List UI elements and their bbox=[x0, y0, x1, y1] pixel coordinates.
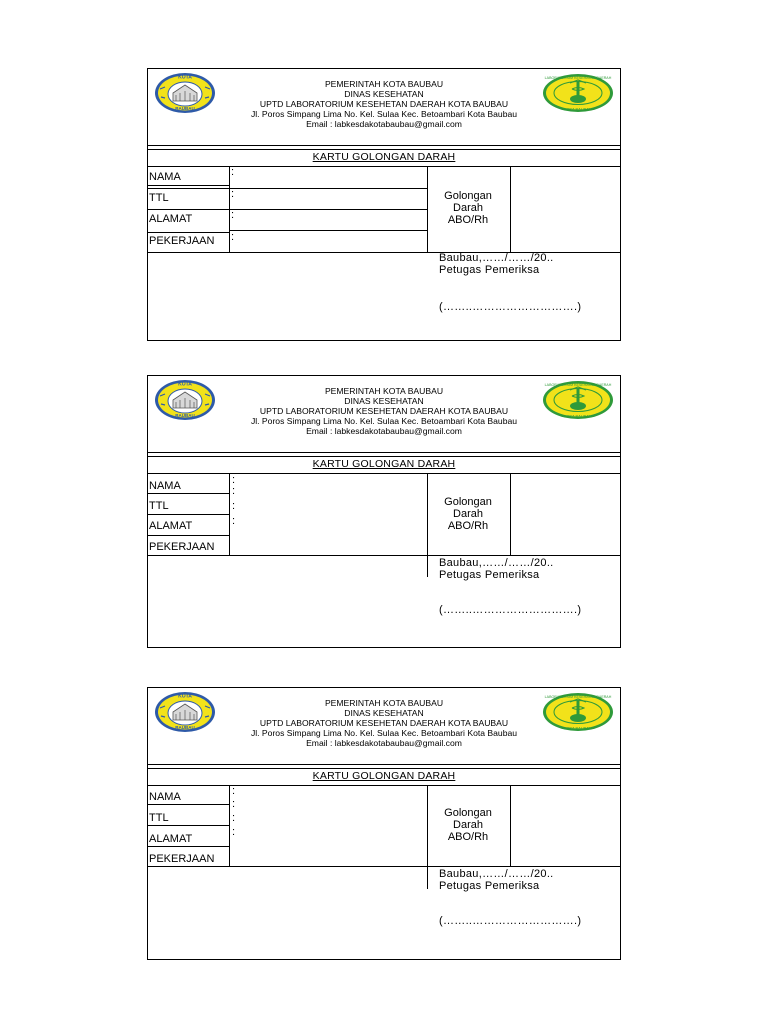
card-title: KARTU GOLONGAN DARAH bbox=[312, 458, 456, 470]
field-label-alamat: ALAMAT bbox=[149, 833, 193, 845]
header-line-3: UPTD LABORATORIUM KESEHETAN DAERAH KOTA BAUBAU bbox=[259, 718, 509, 728]
header-line-3: UPTD LABORATORIUM KESEHETAN DAERAH KOTA BAUBAU bbox=[259, 99, 509, 109]
signature-blank: (……..……………………….) bbox=[439, 915, 582, 927]
svg-text:BAUBAU: BAUBAU bbox=[175, 413, 195, 418]
header-text bbox=[218, 698, 550, 748]
city-logo-icon bbox=[153, 690, 217, 734]
divider bbox=[148, 846, 230, 847]
divider bbox=[148, 785, 620, 786]
svg-text:LABORATORIUM KESEHATAN DAERAH: LABORATORIUM KESEHATAN DAERAH bbox=[544, 695, 612, 699]
field-colon: : bbox=[231, 166, 235, 178]
field-colon: : bbox=[232, 812, 236, 824]
divider bbox=[148, 555, 620, 556]
svg-text:BAUBAU: BAUBAU bbox=[175, 106, 195, 111]
laboratory-logo-icon bbox=[542, 692, 614, 732]
blood-type-card-1 bbox=[147, 68, 621, 341]
svg-text:KOTA BAUBAU: KOTA BAUBAU bbox=[564, 413, 592, 419]
field-colon: : bbox=[232, 515, 236, 527]
field-colon: : bbox=[232, 798, 236, 810]
header-text bbox=[218, 79, 550, 129]
svg-text:KOTA BAUBAU: KOTA BAUBAU bbox=[564, 725, 592, 731]
header-line-1: PEMERINTAH KOTA BAUBAU bbox=[324, 386, 444, 396]
svg-text:KOTA: KOTA bbox=[178, 381, 192, 388]
divider bbox=[148, 166, 620, 167]
svg-text:LABORATORIUM KESEHATAN DAERAH: LABORATORIUM KESEHATAN DAERAH bbox=[544, 76, 612, 80]
field-label-alamat: ALAMAT bbox=[149, 520, 193, 532]
card-title: KARTU GOLONGAN DARAH bbox=[312, 151, 456, 163]
card-header bbox=[148, 69, 620, 145]
divider bbox=[510, 785, 511, 866]
divider bbox=[148, 232, 230, 233]
field-colon: : bbox=[232, 500, 236, 512]
field-label-pekerjaan: PEKERJAAN bbox=[149, 853, 215, 865]
header-line-3: UPTD LABORATORIUM KESEHETAN DAERAH KOTA BAUBAU bbox=[259, 406, 509, 416]
header-line-5: Email : labkesdakotabaubau@gmail.com bbox=[306, 119, 462, 129]
header-line-1: PEMERINTAH KOTA BAUBAU bbox=[324, 698, 444, 708]
blood-group-label: Golongan Darah ABO/Rh bbox=[444, 190, 492, 226]
blood-group-label: Golongan Darah ABO/Rh bbox=[444, 496, 492, 532]
signature-blank: (……..……………………….) bbox=[439, 301, 582, 313]
laboratory-logo-icon bbox=[542, 380, 614, 420]
signature-date: Baubau,……/……/20.. bbox=[439, 252, 554, 264]
header-line-2: DINAS KESEHATAN bbox=[344, 89, 424, 99]
field-label-nama: NAMA bbox=[149, 171, 181, 183]
svg-text:KOTA BAUBAU: KOTA BAUBAU bbox=[564, 106, 592, 112]
header-line-4: Jl. Poros Simpang Lima No. Kel. Sulaa Kec. Betoambari Kota Baubau bbox=[250, 728, 518, 738]
signature-date: Baubau,……/……/20.. bbox=[439, 557, 554, 569]
field-colon: : bbox=[231, 231, 235, 243]
field-label-ttl: TTL bbox=[149, 500, 169, 512]
blood-group-label: Golongan Darah ABO/Rh bbox=[444, 807, 492, 843]
header-line-2: DINAS KESEHATAN bbox=[344, 396, 424, 406]
divider bbox=[510, 473, 511, 555]
header-text bbox=[218, 386, 550, 436]
divider bbox=[148, 452, 620, 453]
card-header bbox=[148, 688, 620, 764]
header-line-4: Jl. Poros Simpang Lima No. Kel. Sulaa Kec. Betoambari Kota Baubau bbox=[250, 109, 518, 119]
card-title: KARTU GOLONGAN DARAH bbox=[312, 770, 456, 782]
blood-type-card-2 bbox=[147, 375, 621, 648]
header-line-5: Email : labkesdakotabaubau@gmail.com bbox=[306, 426, 462, 436]
header-line-2: DINAS KESEHATAN bbox=[344, 708, 424, 718]
blood-type-card-3 bbox=[147, 687, 621, 960]
divider bbox=[229, 473, 230, 555]
divider bbox=[229, 785, 230, 866]
field-label-nama: NAMA bbox=[149, 480, 181, 492]
svg-text:LABORATORIUM KESEHATAN DAERAH: LABORATORIUM KESEHATAN DAERAH bbox=[544, 383, 612, 387]
field-colon: : bbox=[232, 785, 236, 797]
divider bbox=[148, 535, 230, 536]
field-colon: : bbox=[232, 826, 236, 838]
divider bbox=[148, 473, 620, 474]
signature-date: Baubau,……/……/20.. bbox=[439, 868, 554, 880]
divider bbox=[510, 166, 511, 252]
divider bbox=[148, 866, 620, 867]
header-line-4: Jl. Poros Simpang Lima No. Kel. Sulaa Kec. Betoambari Kota Baubau bbox=[250, 416, 518, 426]
laboratory-logo-icon bbox=[542, 73, 614, 113]
divider bbox=[148, 145, 620, 146]
field-colon: : bbox=[232, 474, 236, 486]
field-label-alamat: ALAMAT bbox=[149, 213, 193, 225]
field-label-ttl: TTL bbox=[149, 192, 169, 204]
field-colon: : bbox=[231, 209, 235, 221]
divider bbox=[148, 185, 230, 186]
divider bbox=[229, 166, 230, 252]
field-label-pekerjaan: PEKERJAAN bbox=[149, 235, 215, 247]
signature-role: Petugas Pemeriksa bbox=[439, 264, 540, 276]
card-header bbox=[148, 376, 620, 452]
city-logo-icon bbox=[153, 378, 217, 422]
signature-role: Petugas Pemeriksa bbox=[439, 569, 540, 581]
svg-text:BAUBAU: BAUBAU bbox=[175, 725, 195, 730]
divider bbox=[230, 230, 428, 231]
svg-text:KOTA: KOTA bbox=[178, 74, 192, 81]
divider bbox=[148, 188, 428, 189]
field-label-ttl: TTL bbox=[149, 812, 169, 824]
signature-blank: (……..……………………….) bbox=[439, 604, 582, 616]
header-line-5: Email : labkesdakotabaubau@gmail.com bbox=[306, 738, 462, 748]
field-colon: : bbox=[231, 188, 235, 200]
svg-text:KOTA: KOTA bbox=[178, 693, 192, 700]
field-colon: : bbox=[232, 485, 236, 497]
field-label-pekerjaan: PEKERJAAN bbox=[149, 541, 215, 553]
divider bbox=[148, 514, 230, 515]
divider bbox=[148, 804, 230, 805]
divider bbox=[148, 825, 230, 826]
signature-role: Petugas Pemeriksa bbox=[439, 880, 540, 892]
divider bbox=[148, 493, 230, 494]
divider bbox=[148, 209, 428, 210]
header-line-1: PEMERINTAH KOTA BAUBAU bbox=[324, 79, 444, 89]
city-logo-icon bbox=[153, 71, 217, 115]
divider bbox=[148, 764, 620, 765]
field-label-nama: NAMA bbox=[149, 791, 181, 803]
